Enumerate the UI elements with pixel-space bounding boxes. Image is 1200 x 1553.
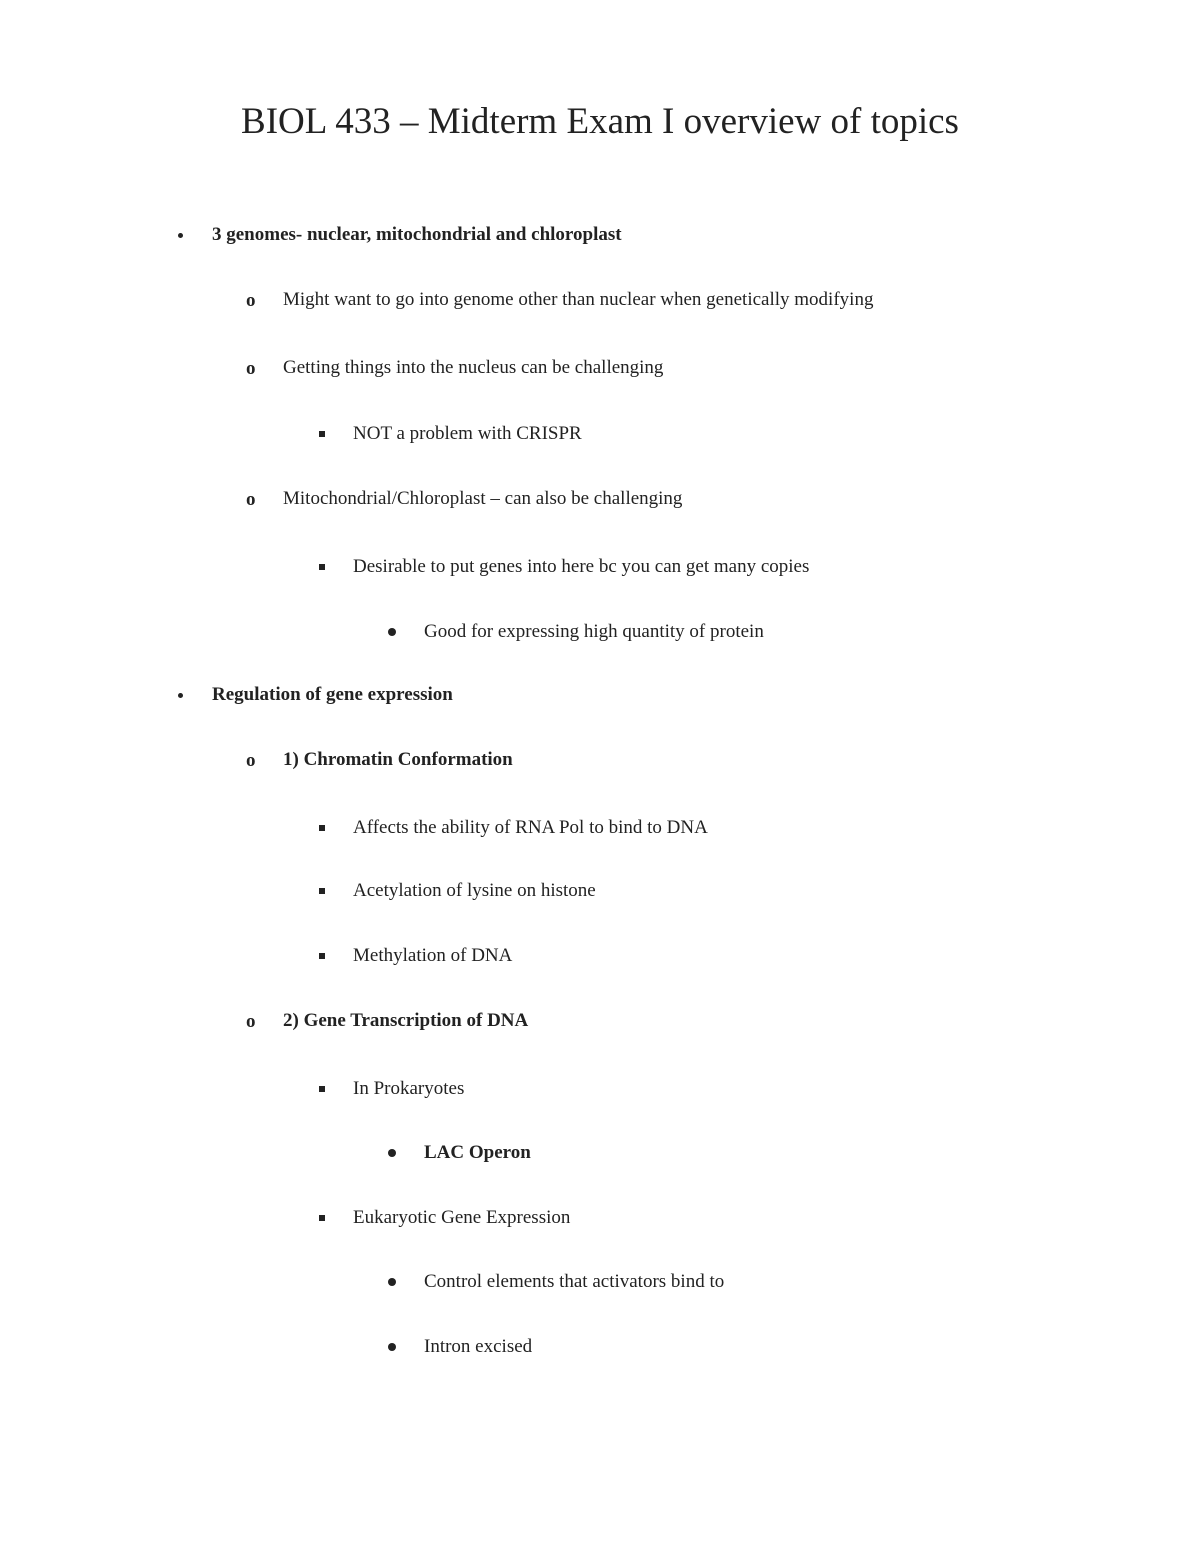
bullet-round-icon: [388, 1149, 396, 1157]
list-item-text: 1) Chromatin Conformation: [283, 749, 513, 770]
bullet-round-icon: [388, 628, 396, 636]
bullet-o-icon: o: [246, 750, 256, 771]
list-item-text: Might want to go into genome other than nuclear when genetically modifying: [283, 289, 874, 310]
list-item-text: Desirable to put genes into here bc you can get many copies: [353, 556, 810, 577]
bullet-square-icon: [319, 431, 325, 437]
bullet-square-icon: [319, 953, 325, 959]
list-item-text: In Prokaryotes: [353, 1078, 465, 1099]
list-item-text: Eukaryotic Gene Expression: [353, 1207, 571, 1228]
list-item-text: Control elements that activators bind to: [424, 1271, 725, 1292]
bullet-square-icon: [319, 825, 325, 831]
list-item-text: Mitochondrial/Chloroplast – can also be challenging: [283, 488, 683, 509]
bullet-round-icon: [388, 1278, 396, 1286]
list-item-text: Regulation of gene expression: [212, 684, 453, 705]
list-item-text: LAC Operon: [424, 1142, 531, 1163]
document-title: BIOL 433 – Midterm Exam I overview of topics: [241, 101, 959, 142]
bullet-square-icon: [319, 888, 325, 894]
list-item-text: Getting things into the nucleus can be challenging: [283, 357, 664, 378]
bullet-dot-icon: [178, 693, 183, 698]
list-item-text: 3 genomes- nuclear, mitochondrial and chloroplast: [212, 224, 622, 245]
list-item-text: Acetylation of lysine on histone: [353, 880, 596, 901]
bullet-o-icon: o: [246, 290, 256, 311]
list-item-text: Good for expressing high quantity of protein: [424, 621, 764, 642]
list-item-text: Methylation of DNA: [353, 945, 513, 966]
bullet-round-icon: [388, 1343, 396, 1351]
list-item-text: Intron excised: [424, 1336, 533, 1357]
bullet-o-icon: o: [246, 358, 256, 379]
bullet-square-icon: [319, 1215, 325, 1221]
list-item-text: Affects the ability of RNA Pol to bind to DNA: [353, 817, 708, 838]
bullet-square-icon: [319, 564, 325, 570]
bullet-dot-icon: [178, 233, 183, 238]
bullet-o-icon: o: [246, 1011, 256, 1032]
list-item-text: NOT a problem with CRISPR: [353, 423, 582, 444]
list-item-text: 2) Gene Transcription of DNA: [283, 1010, 529, 1031]
bullet-square-icon: [319, 1086, 325, 1092]
bullet-o-icon: o: [246, 489, 256, 510]
